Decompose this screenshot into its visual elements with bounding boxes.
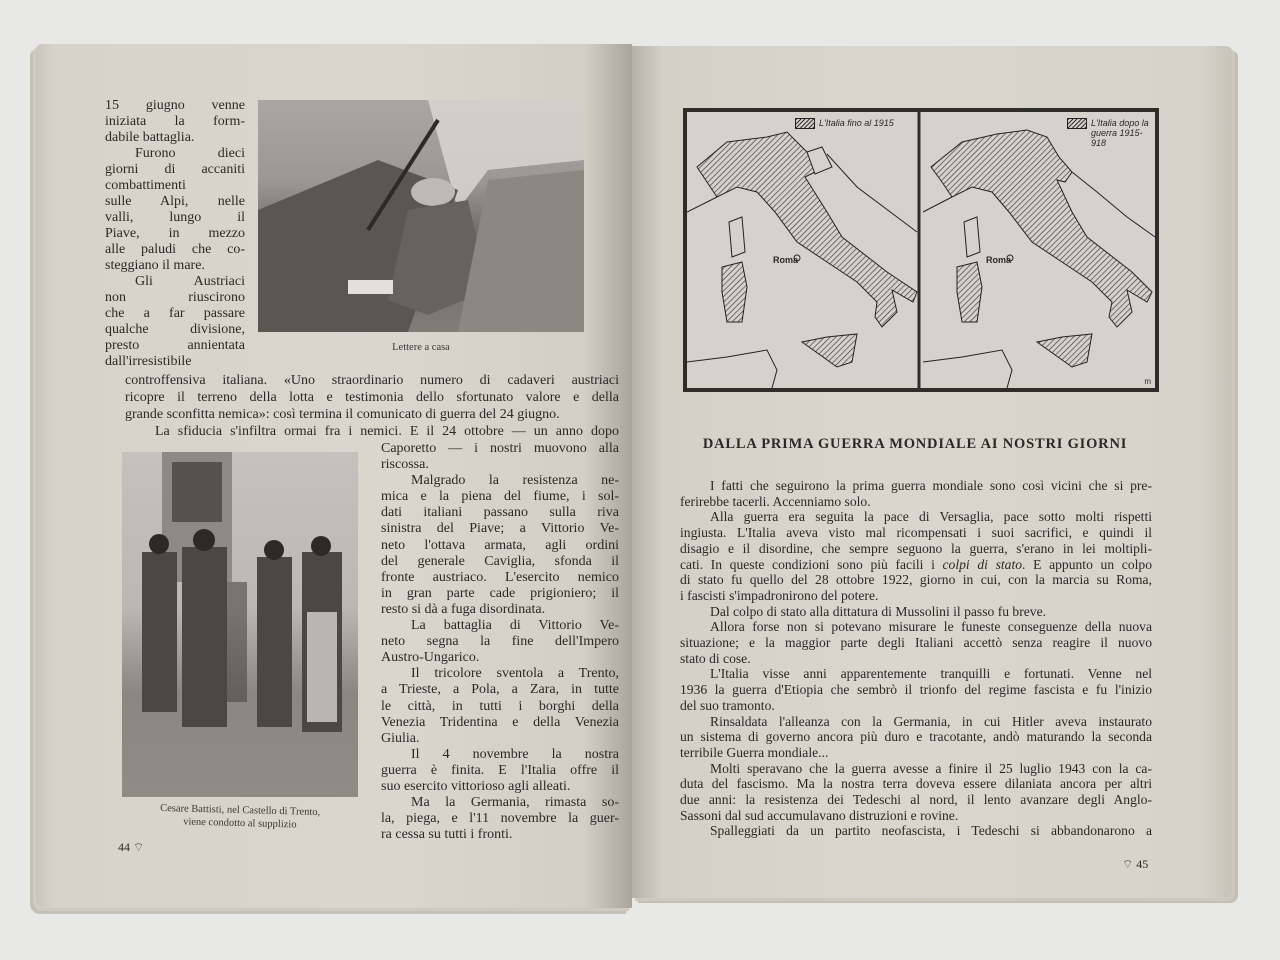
page-number (1122, 857, 1148, 872)
ornament-icon: ⌔ (133, 840, 145, 854)
text-line: in gran parte cade prigioniero; il (381, 585, 619, 601)
text-line: Sassoni dal sud accumulavano distruzioni e rovine. (680, 807, 959, 823)
text-line: Il 4 novembre la nostra (411, 746, 619, 762)
text-line: L'Italia visse anni apparentemente tranquilli e fortunati. Venne nel (710, 666, 1152, 682)
photo-soldier-writing-letter (258, 100, 584, 332)
text-line: Dal colpo di stato alla dittatura di Mussolini il passo fu breve. (710, 603, 1047, 619)
text-line: neto l'ottava armata, agli ordini (381, 537, 619, 553)
text-line: Venezia Tridentina e della Venezia (381, 714, 619, 730)
map-italy-comparison (683, 108, 1159, 392)
text-line: che a far passare (105, 306, 245, 321)
text-line: sulle Alpi, nelle (105, 194, 245, 209)
text-line: dall'irresistibile (105, 354, 192, 369)
text-line: La sfiducia s'infiltra ormai fra i nemici. E il 24 ottobre — un anno dopo (155, 424, 619, 439)
page-number-value: 44 (118, 840, 130, 854)
text-line: suo esercito vittorioso agli alleati. (381, 778, 571, 794)
text-line (680, 557, 1152, 573)
text-line: le città, in tutti i borghi della (381, 698, 619, 714)
italic-phrase: colpi di stato (942, 556, 1023, 572)
text-line: del generale Caviglia, sfonda il (381, 553, 619, 569)
text-segment: cati. In queste condizioni sono più facili i (680, 556, 943, 572)
map-legend-after-war (1067, 118, 1151, 148)
text-line: Molti speravano che la guerra avesse a finire il 25 luglio 1943 con la ca- (710, 760, 1152, 776)
photo-caption: Lettere a casa (392, 342, 450, 353)
chapter-heading: DALLA PRIMA GUERRA MONDIALE AI NOSTRI GIORNI (702, 436, 1128, 452)
text-segment: . E appunto un colpo (1022, 556, 1152, 572)
text-line: 15 giugno venne (105, 98, 245, 113)
text-column-right (381, 441, 619, 843)
text-line: stato di cose. (680, 650, 751, 666)
text-line: dabile battaglia. (105, 130, 195, 145)
map-signature: m (1144, 377, 1151, 386)
text-line: i fascisti s'impadronirono del potere. (680, 587, 879, 603)
text-line: qualche divisione, (105, 322, 245, 337)
text-line: a Trieste, a Pola, a Zara, in tutte (381, 682, 619, 698)
text-line: terribile Guerra mondiale... (680, 744, 829, 760)
text-line: Piave, in mezzo (105, 226, 245, 241)
text-line: Gli Austriaci (135, 274, 245, 289)
legend-label: L'Italia fino al 1915 (819, 118, 894, 128)
text-line: controffensiva italiana. «Uno straordinario numero di cadaveri austriaci (125, 373, 619, 388)
text-line: presto annientata (105, 338, 245, 353)
caption-line: Cesare Battisti, nel Castello di Trento, (159, 802, 321, 819)
text-line: del suo tramonto. (680, 697, 775, 713)
text-line: due anni: la resistenza dei Tedeschi al nord, il lento avanzare degli Anglo- (680, 792, 1152, 808)
text-line: guerra è finita. E l'Italia offre il (381, 762, 619, 778)
text-line: steggiano il mare. (105, 258, 205, 273)
text-line: fronte austriaco. L'esercito nemico (381, 569, 619, 585)
text-line: Spalleggiati da un partito neofascista, i Tedeschi si abbandonarono a (710, 823, 1152, 839)
text-line: giorni di accaniti (105, 162, 245, 177)
text-line: non riuscirono (105, 290, 245, 305)
text-line: disagio e il disordine, che sempre seguono la guerra, s'erano in lei moltipli- (680, 540, 1152, 556)
text-line: neto segna la fine dell'Impero (381, 634, 619, 650)
text-line: riscossa. (381, 457, 429, 473)
text-line: La battaglia di Vittorio Ve- (411, 618, 619, 634)
text-line: Alla guerra era seguita la pace di Versaglia, pace sotto molti rispetti (710, 509, 1152, 525)
text-line: situazione; e la maggior parte degli Italiani accettò senza reagire il nuovo (680, 635, 1152, 651)
text-full-width (125, 372, 619, 440)
text-line: iniziata la form- (105, 114, 245, 129)
text-line: alle paludi che co- (105, 242, 245, 257)
text-line: ra cessa su tutti i fronti. (381, 827, 513, 843)
hatch-swatch-icon (795, 118, 815, 129)
text-line: duta del fascismo. Ma la nostra terra doveva essere dilaniata ancora per altri (680, 776, 1152, 792)
text-column-narrow (105, 98, 245, 370)
map-italy-after-1918 (923, 130, 1155, 388)
text-line: resto si dà a fuga disordinata. (381, 601, 546, 617)
text-line: dati italiani passano sulla riva (381, 505, 619, 521)
text-line: combattimenti (105, 178, 186, 193)
text-line: Furono dieci (135, 146, 245, 161)
text-line: I fatti che seguirono la prima guerra mondiale sono così vicini che si pre- (710, 478, 1152, 493)
text-line: Rinsaldata l'alleanza con la Germania, in cui Hitler aveva instaurato (710, 713, 1152, 729)
text-line: mica e la piena del fiume, i sol- (381, 489, 619, 505)
body-text (680, 478, 1152, 839)
text-line: ferirebbe tacerli. Accenniamo solo. (680, 493, 871, 509)
text-line: la, piega, e l'11 novembre la guer- (381, 811, 619, 827)
text-line: un sistema di governo ancora più duro e tracotante, andò maturando la seconda (680, 729, 1152, 745)
text-line: Austro-Ungarico. (381, 650, 480, 666)
ornament-icon: ⌔ (1122, 857, 1134, 871)
map-legend-1915 (795, 118, 894, 129)
text-line: grande sconfitta nemica»: così termina il comunicato di guerra del 24 giugno. (125, 407, 560, 422)
text-line: Allora forse non si potevano misurare le funeste conseguenze della nuova (710, 619, 1152, 635)
city-label-roma: Roma (773, 255, 799, 265)
text-line: valli, lungo il (105, 210, 245, 225)
text-line: ingiusta. L'Italia aveva visto mal ricompensati i suoi sacrifici, e quindi il (680, 525, 1152, 541)
text-line: Giulia. (381, 730, 420, 746)
text-line: ricopre il terreno della lotta e testimonia dello sfortunato valore e della (125, 390, 619, 405)
page-number-value: 45 (1136, 857, 1149, 871)
caption-line: viene condotto al supplizio (182, 816, 297, 831)
photo-cesare-battisti (122, 452, 358, 797)
text-line: Malgrado la resistenza ne- (411, 473, 619, 489)
hatch-swatch-icon (1067, 118, 1087, 129)
page-number (118, 840, 144, 855)
legend-label: L'Italia dopo la guerra 1915-918 (1091, 118, 1149, 148)
text-line: Caporetto — i nostri muovono alla (381, 441, 619, 456)
text-line: 1936 la guerra d'Etiopia che sembrò il trionfo del regime fascista e fu l'inizio (680, 682, 1152, 698)
text-line: Il tricolore sventola a Trento, (411, 666, 619, 682)
city-label-roma: Roma (986, 255, 1012, 265)
map-italy-1915 (687, 132, 917, 388)
text-line: Ma la Germania, rimasta so- (411, 795, 619, 811)
text-line: di stato fu quello del 28 ottobre 1922, giorno in cui, con la marcia su Roma, (680, 572, 1152, 588)
text-line: sinistra del Piave; a Vittorio Ve- (381, 521, 619, 537)
